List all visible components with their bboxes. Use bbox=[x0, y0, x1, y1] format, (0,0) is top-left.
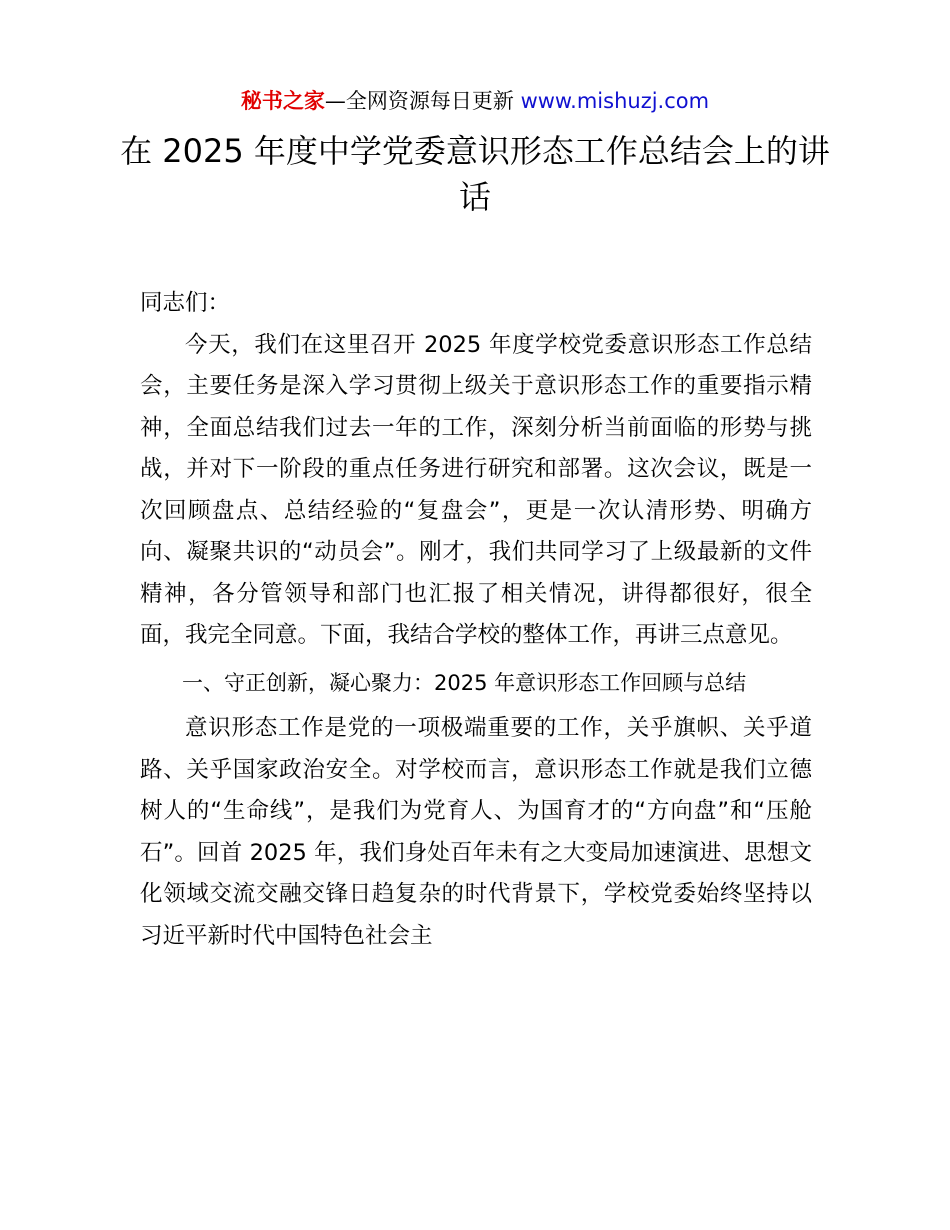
section-heading: 一、守正创新，凝心聚力：2025 年意识形态工作回顾与总结 bbox=[182, 670, 747, 695]
site-name: 秘书之家 bbox=[240, 89, 325, 113]
site-tagline: —全网资源每日更新 bbox=[324, 89, 521, 113]
section-paragraph: 意识形态工作是党的一项极端重要的工作，关乎旗帜、关乎道路、关乎国家政治安全。对学校而言，意识形态工作就是我们立德树人的“生命线”，是我们为党育人、为国育才的“方向盘”和“压舱石”。回首 2025 年，我们身处百年未有之大变局加速演进、思想文化领域交流交融交锋日趋复杂的时代背景下，学校党委始终坚持以习近平新时代中国特色社会主 bbox=[140, 715, 812, 949]
site-header bbox=[0, 86, 950, 116]
site-url-link[interactable]: www.mishuzj.com bbox=[520, 89, 710, 113]
salutation: 同志们： bbox=[140, 290, 231, 316]
document-title: 在 2025 年度中学党委意识形态工作总结会上的讲话 bbox=[120, 132, 830, 216]
body-paragraph: 今天，我们在这里召开 2025 年度学校党委意识形态工作总结会，主要任务是深入学习贯彻上级关于意识形态工作的重要指示精神，全面总结我们过去一年的工作，深刻分析当前面临的形势与挑战，并对下一阶段的重点任务进行研究和部署。这次会议，既是一次回顾盘点、总结经验的“复盘会”，更是一次认清形势、明确方向、凝聚共识的“动员会”。刚才，我们共同学习了上级最新的文件精神，各分管领导和部门也汇报了相关情况，讲得都很好，很全面，我完全同意。下面，我结合学校的整体工作，再讲三点意见。 bbox=[140, 331, 812, 648]
document-body bbox=[140, 283, 812, 957]
